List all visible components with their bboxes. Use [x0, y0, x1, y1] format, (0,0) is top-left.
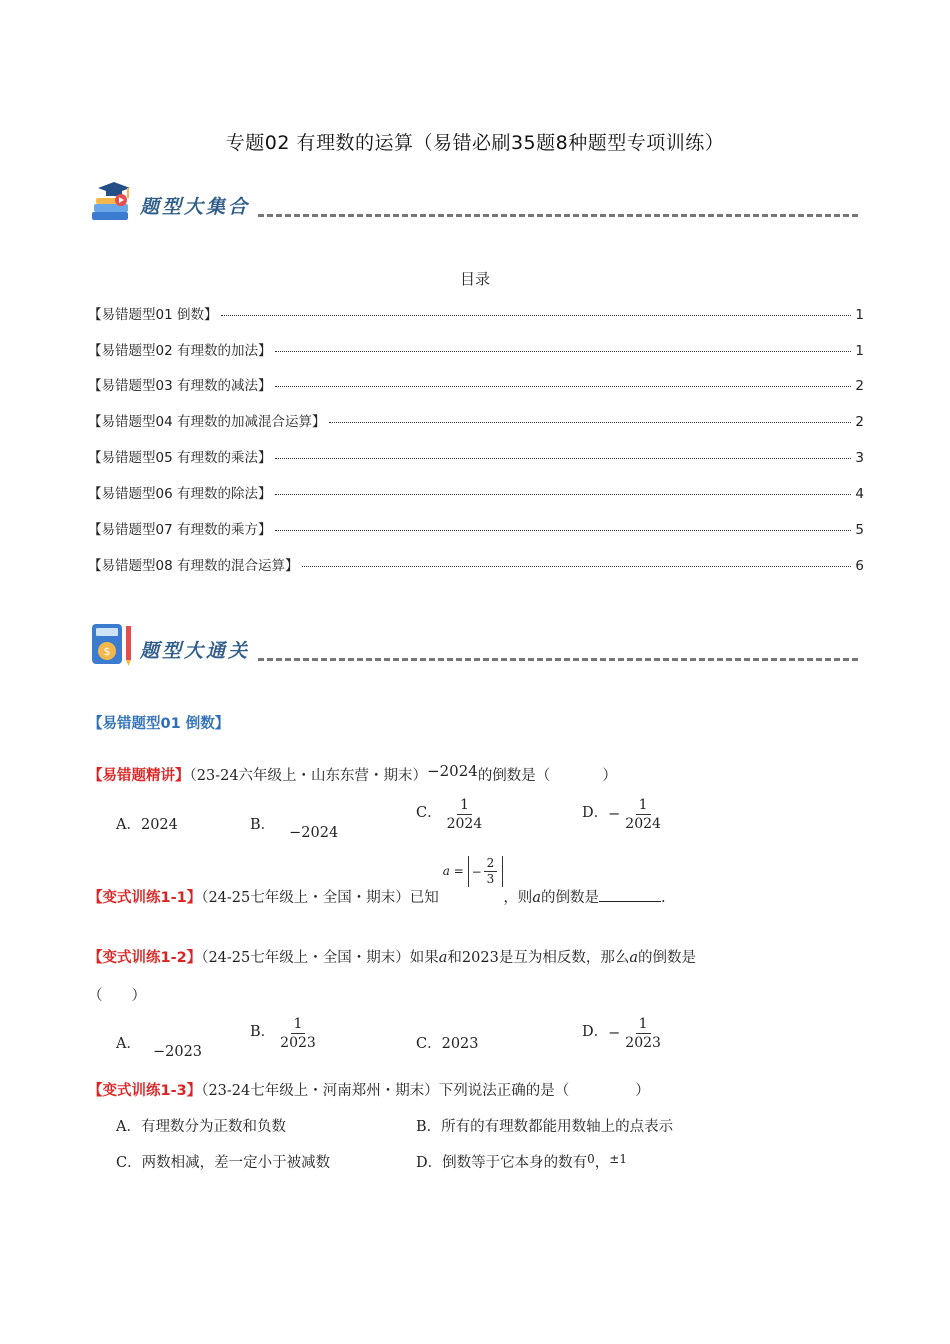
- option-label: D．: [582, 1023, 609, 1040]
- math-variable: a: [442, 864, 450, 878]
- book-stack-icon: [88, 178, 136, 226]
- toc-item-label: 【易错题型08 有理数的混合运算】: [88, 558, 299, 574]
- math-variable: a: [629, 950, 638, 966]
- fraction: [444, 796, 486, 833]
- toc-item-page: 4: [855, 486, 864, 502]
- option-a[interactable]: [116, 813, 178, 834]
- svg-text:$: $: [103, 645, 111, 658]
- toc-item[interactable]: [88, 339, 864, 359]
- question-stem: 的倒数是: [540, 890, 599, 906]
- option-label: D．: [582, 804, 609, 821]
- denominator: 2024: [446, 816, 483, 832]
- period: .: [660, 890, 666, 906]
- fraction: [622, 796, 664, 833]
- option-label: C．: [416, 1036, 442, 1052]
- minus-sign: −: [608, 806, 621, 823]
- toc-item-page: 1: [855, 307, 864, 323]
- toc-item-label: 【易错题型01 倒数】: [88, 307, 218, 323]
- banner-title: 题型大通关: [140, 640, 251, 662]
- toc-item[interactable]: [88, 303, 864, 323]
- comma: ，: [594, 1155, 610, 1171]
- question-tag: 【易错题精讲】: [88, 768, 190, 784]
- question-tag: 【变式训练1-1】: [88, 890, 202, 906]
- question-2: [88, 856, 666, 906]
- option-label: C．: [416, 804, 442, 821]
- toc-item-page: 1: [855, 343, 864, 359]
- math-variable: a: [532, 890, 541, 906]
- toc-leader-dots: [221, 315, 851, 316]
- answer-paren[interactable]: （ ）: [88, 988, 146, 1004]
- option-c[interactable]: [416, 796, 487, 833]
- toc-item-label: 【易错题型04 有理数的加减混合运算】: [88, 414, 326, 430]
- page-title: 专题02 有理数的运算（易错必刷35题8种题型专项训练）: [225, 132, 725, 154]
- equals-sign: =: [449, 864, 468, 878]
- toc-leader-dots: [275, 351, 851, 352]
- option-label: A．: [116, 817, 141, 833]
- toc-item-label: 【易错题型06 有理数的除法】: [88, 486, 272, 502]
- dashed-divider: [258, 214, 858, 217]
- option-text: D．倒数等于它本身的数有: [416, 1155, 588, 1171]
- banner-title: 题型大集合: [140, 196, 251, 218]
- toc-heading: 目录: [459, 270, 490, 288]
- question-source: （24-25七年级上・全国・期末）如果: [201, 950, 439, 966]
- math-expression: −2024: [427, 762, 478, 780]
- option-value: 2023: [441, 1036, 479, 1052]
- toc-item[interactable]: [88, 482, 864, 502]
- numerator: 1: [291, 1015, 306, 1034]
- denominator: 2023: [280, 1035, 316, 1051]
- calculator-icon: [88, 622, 136, 668]
- section-heading: 【易错题型01 倒数】: [88, 716, 230, 732]
- option-a[interactable]: [116, 1032, 203, 1060]
- question-close-paren: ）: [602, 768, 617, 784]
- minus-sign: −: [608, 1025, 621, 1042]
- question-close-paren: ）: [635, 1083, 650, 1099]
- numerator: 1: [636, 796, 651, 815]
- minus-sign: −: [471, 864, 482, 879]
- toc-item-label: 【易错题型07 有理数的乘方】: [88, 522, 272, 538]
- question-stem: ，则: [503, 890, 533, 906]
- denominator: 2023: [625, 1035, 661, 1051]
- toc-item-page: 5: [855, 522, 864, 538]
- math-value: 0: [587, 1152, 595, 1166]
- option-value: −2024: [289, 825, 339, 841]
- question-tag: 【变式训练1-3】: [88, 1083, 202, 1099]
- option-d[interactable]: [582, 1015, 666, 1052]
- option-label: B．: [250, 817, 276, 833]
- question-tag: 【变式训练1-2】: [88, 950, 202, 966]
- math-value: ±1: [609, 1152, 627, 1166]
- toc-item-label: 【易错题型05 有理数的乘法】: [88, 450, 272, 466]
- question-4: [88, 1079, 650, 1100]
- toc-leader-dots: [275, 530, 851, 531]
- toc-item-page: 6: [855, 558, 864, 574]
- option-c[interactable]: C．两数相减，差一定小于被减数: [116, 1155, 331, 1171]
- fraction: [484, 856, 498, 887]
- absolute-value: [468, 856, 504, 887]
- math-expression: [443, 856, 504, 887]
- question-source: （23-24七年级上・河南郑州・期末）下列说法正确的是（: [201, 1083, 570, 1099]
- answer-blank[interactable]: [599, 887, 661, 902]
- toc-leader-dots: [329, 422, 851, 423]
- numerator: 1: [636, 1015, 651, 1034]
- option-value: 2024: [140, 817, 178, 833]
- option-b[interactable]: [250, 1015, 321, 1052]
- option-d[interactable]: [582, 796, 666, 833]
- question-stem: 的倒数是: [637, 950, 696, 966]
- denominator: 2024: [625, 816, 661, 832]
- toc-item[interactable]: [88, 446, 864, 466]
- toc-item-label: 【易错题型02 有理数的加法】: [88, 343, 272, 359]
- toc-leader-dots: [275, 494, 851, 495]
- option-c[interactable]: [416, 1032, 479, 1053]
- fraction: [622, 1015, 664, 1052]
- question-source: （23-24六年级上・山东东营・期末）: [189, 768, 428, 784]
- toc-leader-dots: [275, 386, 851, 387]
- toc-item-page: 2: [855, 378, 864, 394]
- toc-item[interactable]: [88, 554, 864, 574]
- option-label: B．: [250, 1023, 276, 1040]
- toc-item[interactable]: [88, 410, 864, 430]
- question-1: [88, 764, 617, 785]
- option-b[interactable]: [250, 813, 339, 841]
- fraction: [277, 1015, 319, 1052]
- option-label: A．: [116, 1036, 141, 1052]
- toc-item-page: 3: [855, 450, 864, 466]
- option-b[interactable]: B．所有的有理数都能用数轴上的点表示: [416, 1119, 674, 1135]
- toc-item-page: 2: [855, 414, 864, 430]
- dashed-divider: [258, 658, 858, 661]
- section-banner-practice: [88, 622, 858, 672]
- option-a[interactable]: A．有理数分为正数和负数: [116, 1119, 286, 1135]
- denominator: 3: [486, 872, 495, 886]
- question-3: [88, 946, 696, 967]
- question-stem: 的倒数是（: [477, 768, 551, 784]
- math-variable: a: [438, 950, 448, 966]
- numerator: 1: [457, 796, 472, 815]
- option-value: −2023: [152, 1044, 203, 1060]
- toc-item-label: 【易错题型03 有理数的减法】: [88, 378, 272, 394]
- toc-leader-dots: [302, 566, 851, 567]
- section-banner-collection: [88, 178, 858, 228]
- toc-leader-dots: [275, 458, 851, 459]
- option-d[interactable]: [416, 1151, 627, 1172]
- question-stem: 和2023是互为相反数，那么: [447, 950, 630, 966]
- numerator: 2: [484, 856, 498, 872]
- toc-item[interactable]: [88, 374, 864, 394]
- question-source: （24-25七年级上・全国・期末）已知: [201, 890, 439, 906]
- toc-item[interactable]: [88, 518, 864, 538]
